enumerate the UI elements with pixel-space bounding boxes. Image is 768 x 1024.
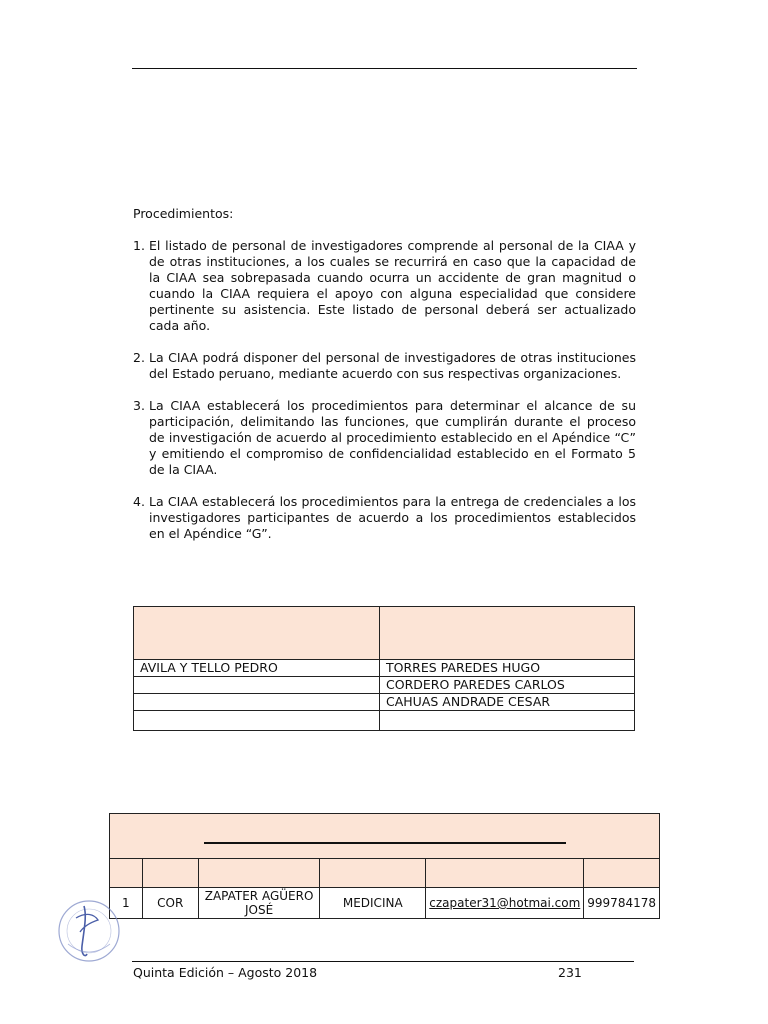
procedure-list [133, 238, 636, 558]
header-cell [110, 859, 143, 888]
title-cell [110, 814, 660, 859]
rank-cell: COR [142, 888, 198, 919]
table-header-row [110, 859, 660, 888]
table-row [110, 888, 660, 919]
procedure-text: La CIAA establecerá los procedimientos para la entrega de credenciales a los investigadores participantes de acuerdo a los procedimientos establecidos en el Apéndice “G”. [149, 494, 636, 541]
page-number: 231 [558, 965, 582, 980]
row-number: 1 [110, 888, 143, 919]
procedure-number: 1. [133, 238, 145, 253]
header-rule [132, 68, 637, 69]
table-row [134, 677, 635, 694]
procedure-text: El listado de personal de investigadores comprende al personal de la CIAA y de otras instituciones, a los cuales se recurrirá en caso que la capacidad de la CIAA sea sobrepasada cuando ocurra un accidente de gran magnitud o cuando la CIAA requiera el apoyo con alguna especialidad que considere pertinente su asistencia. Este listado de personal deberá ser actualizado cada año. [149, 238, 636, 333]
presidency-seal-stamp [54, 896, 124, 966]
contact-table [109, 813, 660, 919]
procedure-number: 2. [133, 350, 145, 365]
table-cell: CORDERO PAREDES CARLOS [380, 677, 635, 694]
procedure-item-1 [133, 238, 636, 334]
table-cell: TORRES PAREDES HUGO [380, 660, 635, 677]
footer-rule [132, 961, 634, 962]
email-link[interactable]: czapater31@hotmai.com [429, 896, 581, 910]
header-cell [584, 859, 660, 888]
table-cell [134, 694, 380, 711]
table-row [134, 711, 635, 731]
procedure-number: 4. [133, 494, 145, 509]
section-heading: Procedimientos: [133, 206, 234, 221]
procedure-item-4 [133, 494, 636, 542]
phone-cell: 999784178 [584, 888, 660, 919]
procedure-number: 3. [133, 398, 145, 413]
table-row [134, 694, 635, 711]
name-cell [198, 888, 319, 919]
header-cell [142, 859, 198, 888]
table-cell: CAHUAS ANDRADE CESAR [380, 694, 635, 711]
investigators-table [133, 606, 635, 731]
name-line-2: JOSÉ [244, 903, 274, 917]
procedure-text: La CIAA establecerá los procedimientos para determinar el alcance de su participación, delimitando las funciones, que cumplirán durante el proceso de investigación de acuerdo al procedimiento establecido en el Apéndice “C” y emitiendo el compromiso de confidencialidad establecido en el Formato 5 de la CIAA. [149, 398, 636, 477]
procedure-text: La CIAA podrá disponer del personal de investigadores de otras instituciones del Estado peruano, mediante acuerdo con sus respectivas organizaciones. [149, 350, 636, 381]
table-header-row [134, 607, 635, 660]
table-title-row [110, 814, 660, 859]
table-cell [134, 677, 380, 694]
footer-edition: Quinta Edición – Agosto 2018 [133, 965, 318, 980]
name-line-1: ZAPATER AGÜERO [204, 889, 314, 903]
table-cell: AVILA Y TELLO PEDRO [134, 660, 380, 677]
header-cell [426, 859, 584, 888]
title-underline [204, 842, 566, 844]
specialty-cell: MEDICINA [320, 888, 426, 919]
table-cell [134, 711, 380, 731]
email-cell [426, 888, 584, 919]
header-cell [320, 859, 426, 888]
table-row [134, 660, 635, 677]
procedure-item-2 [133, 350, 636, 382]
table-cell [380, 711, 635, 731]
header-cell [380, 607, 635, 660]
header-cell [198, 859, 319, 888]
header-cell [134, 607, 380, 660]
procedure-item-3 [133, 398, 636, 478]
